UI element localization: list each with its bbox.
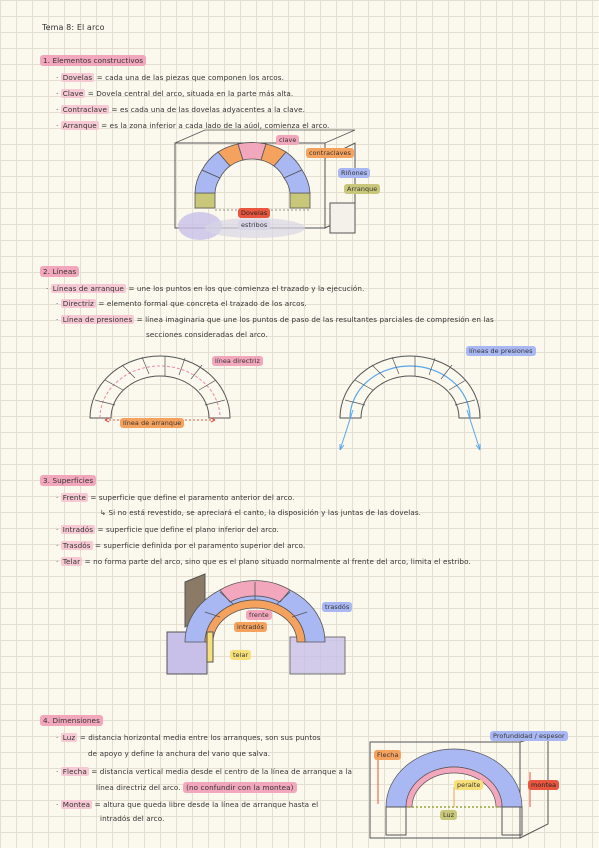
label-trasdos: trasdós (322, 604, 352, 610)
section-3-heading: 3. Superficies (40, 477, 96, 484)
list-item-continued: secciones consideradas del arco. (146, 330, 268, 339)
list-item-continued: intradós del arco. (100, 814, 165, 823)
label-clave: clave (276, 137, 299, 143)
label-telar: telar (230, 652, 251, 658)
label-profundidad: Profundidad / espesor (490, 733, 568, 739)
label-directriz: línea directriz (212, 358, 263, 364)
list-item: · Telar = no forma parte del arco, sino que es el plano situado normalmente al frente del arco, limita el estribo. (56, 557, 471, 566)
label-linea-arranque: línea de arranque (120, 420, 184, 426)
list-item: · Línea de presiones = línea imaginaria que une los puntos de paso de las resultantes parciales de compresión en las (56, 315, 494, 324)
list-item: · Frente = superficie que define el paramento anterior del arco. (56, 493, 295, 502)
label-contraclaves: contraclaves (306, 150, 354, 156)
list-item: · Flecha = distancia vertical media desde el centro de la línea de arranque a la (56, 767, 353, 776)
list-item: · Montea = altura que queda libre desde la línea de arranque hasta el (56, 800, 319, 809)
label-intrados: intradós (234, 624, 267, 630)
label-rinones: Riñones (338, 170, 370, 176)
list-item-continued: línea directriz del arco. (no confundir con la montea) (96, 784, 297, 791)
section-4-heading: 4. Dimensiones (40, 717, 103, 724)
section-2-heading: 2. Líneas (40, 268, 79, 275)
label-flecha: Flecha (374, 752, 401, 758)
label-frente: frente (246, 612, 272, 618)
list-item: · Dovelas = cada una de las piezas que componen los arcos. (56, 73, 284, 82)
page-title: Tema 8: El arco (42, 23, 105, 32)
list-item: · Trasdós = superficie definida por el paramento superior del arco. (56, 541, 306, 550)
list-item: · Intradós = superficie que define el plano inferior del arco. (56, 525, 279, 534)
label-presiones: líneas de presiones (466, 348, 536, 354)
label-luz: Luz (440, 812, 457, 818)
list-item: ↳ Si no está revestido, se apreciará el canto, la disposición y las juntas de las dovelas. (100, 508, 422, 517)
label-arranque: Arranque (344, 186, 380, 192)
list-item: · Contraclave = es cada una de las dovelas adyacentes a la clave. (56, 105, 305, 114)
section-1-heading: 1. Elementos constructivos (40, 57, 146, 64)
list-item: · Arranque = es la zona inferior a cada lado de la aúol, comienza el arco. (56, 121, 330, 130)
list-item: · Clave = Dovela central del arco, situada en la parte más alta. (56, 89, 294, 98)
list-item: · Directriz = elemento formal que concreta el trazado de los arcos. (56, 299, 307, 308)
list-item-continued: de apoyo y define la anchura del vano que salva. (88, 749, 271, 758)
list-item: · Luz = distancia horizontal media entre los arranques, son sus puntos (56, 733, 321, 742)
label-peralte: peralte (454, 782, 483, 788)
presiones-diagram (335, 350, 495, 455)
list-item: · Líneas de arranque = une los puntos en los que comienza el trazado y la ejecución. (46, 284, 365, 293)
label-estribos: estribos (238, 222, 270, 228)
label-dovelas: Dovelas (238, 210, 270, 216)
label-montea: montea (528, 782, 559, 788)
